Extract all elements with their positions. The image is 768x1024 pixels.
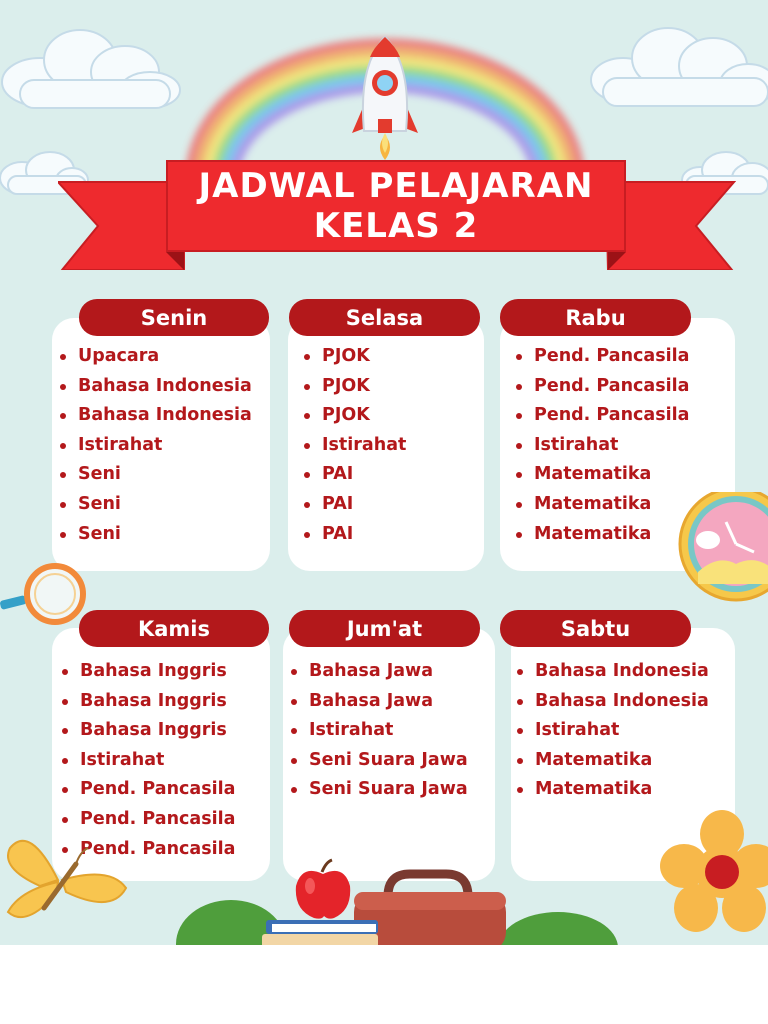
flower-icon bbox=[660, 808, 768, 938]
butterfly-icon bbox=[0, 828, 130, 928]
day-card-selasa bbox=[288, 318, 484, 571]
subject-item: PJOK bbox=[302, 342, 406, 372]
day-card-senin bbox=[52, 318, 270, 571]
subject-item: Matematika bbox=[515, 775, 709, 805]
subject-item: Bahasa Indonesia bbox=[58, 401, 252, 431]
subject-item: Bahasa Inggris bbox=[60, 716, 235, 746]
title-banner bbox=[166, 160, 626, 252]
subject-item: Pend. Pancasila bbox=[60, 805, 235, 835]
subject-item: Pend. Pancasila bbox=[514, 401, 689, 431]
subject-item: PJOK bbox=[302, 372, 406, 402]
subject-item: Bahasa Jawa bbox=[289, 687, 468, 717]
subject-item: Matematika bbox=[515, 746, 709, 776]
subject-list bbox=[515, 657, 709, 805]
subject-item: Seni bbox=[58, 490, 252, 520]
apple-icon bbox=[292, 858, 354, 922]
day-label-kamis: Kamis bbox=[79, 610, 269, 647]
subject-item: PJOK bbox=[302, 401, 406, 431]
magnifier-icon bbox=[0, 562, 92, 628]
subject-item: Bahasa Indonesia bbox=[58, 372, 252, 402]
subject-item: Seni bbox=[58, 460, 252, 490]
page-title: JADWAL PELAJARAN bbox=[198, 166, 594, 206]
subject-list bbox=[289, 657, 468, 805]
cloud-icon bbox=[588, 18, 768, 113]
subject-item: Seni Suara Jawa bbox=[289, 746, 468, 776]
subject-item: Seni Suara Jawa bbox=[289, 775, 468, 805]
subject-item: Istirahat bbox=[60, 746, 235, 776]
subject-item: Upacara bbox=[58, 342, 252, 372]
subject-item: Pend. Pancasila bbox=[514, 342, 689, 372]
subject-item: PAI bbox=[302, 520, 406, 550]
page-subtitle: KELAS 2 bbox=[313, 206, 479, 246]
cloud-icon bbox=[0, 20, 185, 115]
subject-item: Istirahat bbox=[515, 716, 709, 746]
subject-item: Matematika bbox=[514, 490, 689, 520]
subject-item: Bahasa Indonesia bbox=[515, 687, 709, 717]
bush-icon bbox=[498, 908, 618, 945]
subject-item: Istirahat bbox=[302, 431, 406, 461]
subject-item: Pend. Pancasila bbox=[514, 372, 689, 402]
subject-item: Bahasa Inggris bbox=[60, 657, 235, 687]
subject-item: Pend. Pancasila bbox=[60, 775, 235, 805]
subject-item: Matematika bbox=[514, 460, 689, 490]
subject-list bbox=[58, 342, 252, 549]
subject-item: Istirahat bbox=[58, 431, 252, 461]
subject-item: Bahasa Jawa bbox=[289, 657, 468, 687]
clock-icon bbox=[678, 492, 768, 602]
subject-item: Istirahat bbox=[514, 431, 689, 461]
subject-item: PAI bbox=[302, 490, 406, 520]
subject-list bbox=[302, 342, 406, 549]
subject-item: Matematika bbox=[514, 520, 689, 550]
subject-item: PAI bbox=[302, 460, 406, 490]
subject-item: Bahasa Indonesia bbox=[515, 657, 709, 687]
subject-item: Seni bbox=[58, 520, 252, 550]
subject-list bbox=[514, 342, 689, 549]
day-label-selasa: Selasa bbox=[289, 299, 480, 336]
day-label-sabtu: Sabtu bbox=[500, 610, 691, 647]
day-label-rabu: Rabu bbox=[500, 299, 691, 336]
day-label-senin: Senin bbox=[79, 299, 269, 336]
subject-item: Istirahat bbox=[289, 716, 468, 746]
subject-item: Bahasa Inggris bbox=[60, 687, 235, 717]
rocket-icon bbox=[350, 35, 420, 160]
day-card-jumat bbox=[283, 628, 495, 881]
subject-item: Pend. Pancasila bbox=[60, 835, 235, 865]
day-label-jumat: Jum'at bbox=[289, 610, 480, 647]
